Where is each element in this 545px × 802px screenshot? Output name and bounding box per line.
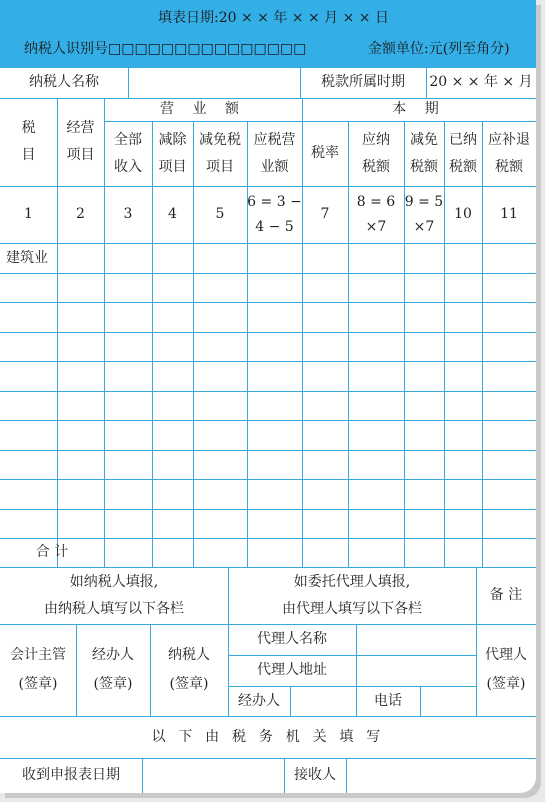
colnum-6-line1: 6 = 3 − <box>247 193 302 210</box>
col-tax-paid <box>444 121 482 186</box>
agent-address-label: 代理人地址 <box>257 662 327 679</box>
taxpayer-name-label: 纳税人名称 <box>29 74 99 91</box>
agent-seal: (签章) <box>486 676 526 692</box>
colnum-10: 10 <box>454 206 472 223</box>
handler-label: 经办人 <box>92 647 134 664</box>
handler-seal: (签章) <box>93 676 133 692</box>
received-date-label: 收到申报表日期 <box>22 767 120 784</box>
col-tax-rate: 税率 <box>311 145 339 162</box>
colnum-5: 5 <box>215 206 225 223</box>
taxpayer-signature[interactable] <box>150 624 228 716</box>
handler-signature[interactable] <box>76 624 150 716</box>
row-construction-label: 建筑业 <box>6 249 48 266</box>
accountant-label: 会计主管 <box>10 647 66 664</box>
col-exempt <box>193 121 247 186</box>
col-taxable-turnover-line2: 业额 <box>260 158 289 175</box>
col-total-income-line1: 全部 <box>114 131 142 148</box>
colnum-8-line2: ×7 <box>365 218 387 235</box>
tax-office-banner: 以 下 由 税 务 机 关 填 写 <box>151 728 385 745</box>
col-business-item-line2: 项目 <box>66 147 95 163</box>
colnum-6-line2: 4 − 5 <box>255 218 294 235</box>
remarks-label: 备 注 <box>489 587 523 604</box>
col-tax-payable <box>348 121 404 186</box>
colnum-2: 2 <box>76 206 85 223</box>
colnum-8 <box>348 186 404 243</box>
taxpayer-label: 纳税人 <box>168 647 210 664</box>
receiver-label: 接收人 <box>294 767 336 784</box>
agent-filing-line2: 由代理人填写以下各栏 <box>282 600 422 617</box>
amount-unit: 金额单位:元(列至角分) <box>368 41 510 57</box>
colnum-9-line1: 9 = 5 <box>404 193 444 210</box>
col-deduction-line2: 项目 <box>158 158 187 175</box>
col-tax-paid-line2: 税额 <box>449 158 477 175</box>
agent-filing-line1: 如委托代理人填报, <box>293 573 411 590</box>
self-filing-line1: 如纳税人填报, <box>69 573 159 590</box>
agent-filing-note <box>228 567 476 624</box>
agent-signature[interactable] <box>476 624 536 716</box>
colnum-3: 3 <box>123 206 133 223</box>
accountant-signature[interactable] <box>0 624 76 716</box>
colnum-4: 4 <box>168 206 177 223</box>
col-tax-item <box>0 98 57 186</box>
col-taxable-turnover-line1: 应税营 <box>253 131 296 148</box>
total-label: 合 计 <box>35 544 69 561</box>
phone-label: 电话 <box>374 692 402 709</box>
col-exempt-line2: 项目 <box>206 158 234 175</box>
col-deduction <box>152 121 193 186</box>
col-tax-exempt-amount-line2: 税额 <box>410 158 438 175</box>
col-total-income-line2: 收入 <box>114 158 142 175</box>
col-exempt-line1: 减免税 <box>199 131 241 148</box>
col-taxable-turnover <box>247 121 302 186</box>
colnum-9 <box>404 186 444 243</box>
col-total-income <box>104 121 152 186</box>
col-business-item-line1: 经营 <box>66 120 95 137</box>
self-filing-note <box>0 567 228 624</box>
col-tax-exempt-amount <box>404 121 444 186</box>
colnum-1: 1 <box>24 206 33 223</box>
taxpayer-name-field[interactable] <box>128 67 300 98</box>
taxpayer-seal: (签章) <box>169 676 209 692</box>
col-tax-item-line2: 目 <box>21 147 36 163</box>
col-tax-refund-line2: 税额 <box>495 158 523 175</box>
taxpayer-id-label: 纳税人识别号□□□□□□□□□□□□□□□ <box>24 41 307 57</box>
colnum-9-line2: ×7 <box>413 218 435 235</box>
fill-date: 填表日期:20 × × 年 × × 月 × × 日 <box>158 10 389 26</box>
col-tax-refund-line1: 应补退 <box>488 131 530 148</box>
period-value: 20 × × 年 × 月 <box>429 74 533 91</box>
col-business-item <box>57 98 104 186</box>
col-tax-payable-line2: 税额 <box>362 158 390 175</box>
colnum-11: 11 <box>500 206 518 223</box>
current-period-group-header: 本 期 <box>392 101 446 118</box>
agent-label: 代理人 <box>485 647 527 664</box>
col-tax-paid-line1: 已纳 <box>449 131 477 148</box>
self-filing-line2: 由纳税人填写以下各栏 <box>44 600 184 617</box>
col-tax-exempt-amount-line1: 减免 <box>410 131 438 148</box>
colnum-6 <box>247 186 302 243</box>
colnum-8-line1: 8 = 6 <box>356 193 396 210</box>
accountant-seal: (签章) <box>18 676 58 692</box>
agent-name-label: 代理人名称 <box>257 631 327 648</box>
col-deduction-line1: 减除 <box>158 131 187 148</box>
col-tax-payable-line1: 应纳 <box>362 131 390 148</box>
col-tax-item-line1: 税 <box>21 120 36 137</box>
col-tax-refund <box>482 121 536 186</box>
period-label: 税款所属时期 <box>321 74 405 91</box>
agent-handler-label: 经办人 <box>238 692 280 709</box>
turnover-group-header: 营 业 额 <box>160 101 246 118</box>
colnum-7: 7 <box>320 206 330 223</box>
